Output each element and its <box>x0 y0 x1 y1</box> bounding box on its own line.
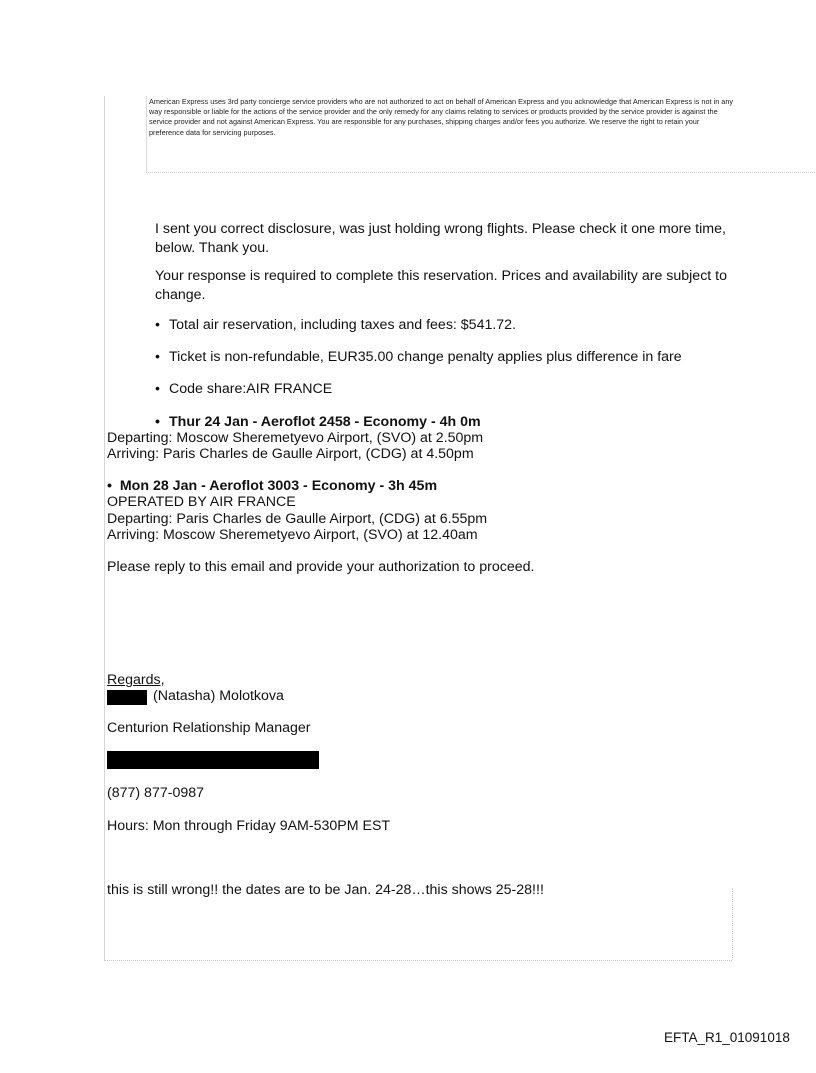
return-operated-by: OPERATED BY AIR FRANCE <box>107 494 296 510</box>
disclaimer-line: service provider and not against American Express. You are responsible for any purchases, shipping charges and/or fees you authorize. We reserve the right to retain your <box>149 117 700 127</box>
sender-name: (Natasha) Molotkova <box>153 688 284 704</box>
bullet-icon: • <box>107 478 112 494</box>
disclaimer-line: way responsible or liable for the actions of the service provider and the only remedy for any claims relating to services or products provided by the service provider is against the <box>149 107 718 117</box>
intro-paragraph: I sent you correct disclosure, was just holding wrong flights. Please check it one more time, below. Thank you. <box>155 221 726 256</box>
disclaimer-line: preference data for servicing purposes. <box>149 127 276 137</box>
disclaimer-text <box>149 97 816 138</box>
bullet-text: Ticket is non-refundable, EUR35.00 change penalty applies plus difference in fare <box>169 349 682 365</box>
reply-message: this is still wrong!! the dates are to be Jan. 24-28…this shows 25-28!!! <box>107 882 544 898</box>
return-departing: Departing: Paris Charles de Gaulle Airport, (CDG) at 6.55pm <box>107 511 488 527</box>
outbound-arriving: Arriving: Paris Charles de Gaulle Airport, (CDG) at 4.50pm <box>107 446 474 462</box>
bullet-icon: • <box>155 349 160 365</box>
list-item <box>155 348 682 367</box>
reply-request: Please reply to this email and provide your authorization to proceed. <box>107 559 535 575</box>
sender-hours: Hours: Mon through Friday 9AM-530PM EST <box>107 818 391 834</box>
document-id: EFTA_R1_01091018 <box>664 1030 790 1045</box>
quote-frame-left-border <box>104 96 105 961</box>
list-item <box>155 316 516 335</box>
bullet-icon: • <box>155 414 160 430</box>
quote-frame-right-border <box>732 888 733 960</box>
quote-frame-bottom-border <box>104 960 732 961</box>
sender-phone: (877) 877-0987 <box>107 785 205 801</box>
bullet-icon: • <box>155 317 160 333</box>
response-required-paragraph: Your response is required to complete this reservation. Prices and availability are subject to change. <box>155 268 728 303</box>
disclaimer-line: American Express uses 3rd party concierge service providers who are not authorized to act on behalf of American Express and you acknowledge that American Express is not in any <box>149 97 734 106</box>
regards-label: Regards, <box>107 672 165 688</box>
return-flight-title: Mon 28 Jan - Aeroflot 3003 - Economy - 3h 45m <box>119 478 438 494</box>
redacted-contact-line <box>107 751 319 769</box>
sender-title: Centurion Relationship Manager <box>107 720 311 736</box>
bullet-text: Code share:AIR FRANCE <box>169 381 333 397</box>
list-item <box>155 380 332 399</box>
bullet-text: Total air reservation, including taxes and fees: $541.72. <box>169 317 517 333</box>
outbound-departing: Departing: Moscow Sheremetyevo Airport, (SVO) at 2.50pm <box>107 430 484 446</box>
return-arriving: Arriving: Moscow Sheremetyevo Airport, (SVO) at 12.40am <box>107 527 478 543</box>
outbound-flight-title: Thur 24 Jan - Aeroflot 2458 - Economy - 4h 0m <box>169 414 481 430</box>
bullet-icon: • <box>155 381 160 397</box>
redacted-first-name <box>107 690 147 705</box>
